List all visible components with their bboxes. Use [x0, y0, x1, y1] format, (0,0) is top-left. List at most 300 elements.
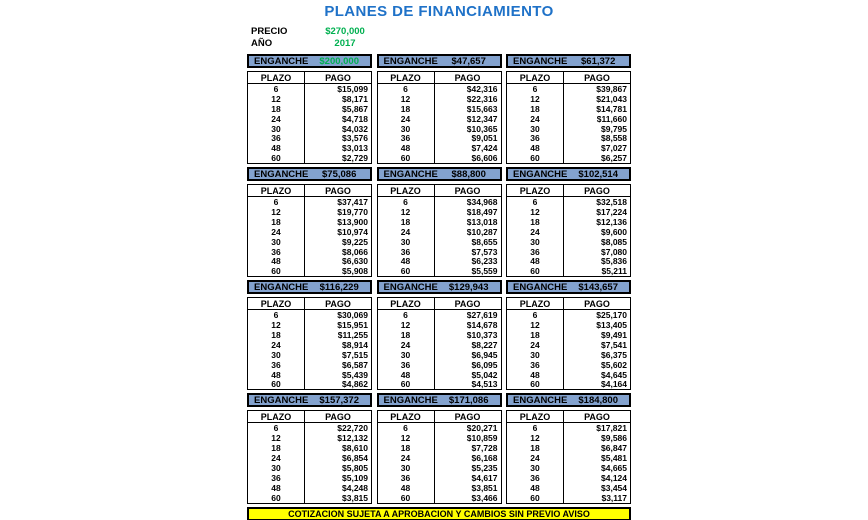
table-row — [248, 370, 371, 380]
table-row — [248, 310, 371, 320]
pago-value: $6,233 — [471, 256, 498, 267]
pago-value: $3,815 — [342, 492, 368, 503]
table-row — [507, 473, 630, 483]
table-row — [507, 423, 630, 433]
pago-value: $6,847 — [601, 443, 627, 454]
pago-value: $7,080 — [601, 246, 627, 257]
plazo-value: 12 — [378, 320, 435, 330]
financing-table — [247, 393, 372, 503]
pago-value: $37,417 — [337, 197, 368, 208]
table-row — [248, 483, 371, 493]
pago-value: $11,660 — [596, 113, 627, 124]
pago-value: $6,606 — [471, 153, 498, 164]
table-row — [248, 133, 371, 143]
table-row — [507, 493, 630, 503]
enganche-value: $129,943 — [448, 281, 489, 293]
enganche-label: ENGANCHE — [383, 168, 438, 180]
plazo-pago-table — [377, 184, 502, 277]
table-row — [507, 104, 630, 114]
table-row — [248, 227, 371, 237]
pago-value: $10,287 — [466, 226, 498, 237]
enganche-value: $143,657 — [578, 281, 618, 293]
plazo-value: 30 — [378, 237, 435, 247]
pago-value: $2,729 — [342, 153, 368, 164]
anio-label: AÑO — [251, 37, 273, 49]
pago-column-header: PAGO — [454, 185, 481, 196]
plazo-column-header: PLAZO — [507, 185, 564, 196]
plazo-value: 48 — [248, 143, 305, 153]
plazo-value: 6 — [378, 197, 435, 207]
plazo-value: 48 — [507, 256, 564, 266]
table-row — [248, 217, 371, 227]
table-row — [378, 143, 501, 153]
plazo-value: 6 — [248, 423, 305, 433]
enganche-value: $47,657 — [451, 55, 486, 67]
pago-value: $8,085 — [601, 236, 627, 247]
table-row — [378, 104, 501, 114]
pago-value: $34,968 — [466, 197, 498, 208]
plazo-value: 36 — [378, 473, 435, 483]
pago-value: $27,619 — [466, 310, 498, 321]
anio-value: 2017 — [334, 37, 356, 49]
pago-value: $3,851 — [471, 482, 498, 493]
table-row — [378, 330, 501, 340]
plazo-value: 36 — [378, 133, 435, 143]
pago-value: $6,257 — [601, 153, 627, 164]
table-row — [378, 463, 501, 473]
pago-value: $10,974 — [337, 226, 368, 237]
table-row — [378, 266, 501, 276]
plazo-value: 24 — [378, 227, 435, 237]
financing-table — [247, 167, 372, 277]
plazo-value: 60 — [378, 379, 435, 389]
table-row — [248, 443, 371, 453]
plazo-value: 18 — [507, 330, 564, 340]
plazo-value: 24 — [248, 227, 305, 237]
tables-grid — [247, 54, 631, 504]
table-row — [248, 360, 371, 370]
enganche-value: $61,372 — [581, 55, 616, 67]
pago-value: $7,541 — [601, 339, 627, 350]
pago-value: $9,051 — [471, 133, 498, 144]
plazo-value: 24 — [378, 453, 435, 463]
table-row — [248, 423, 371, 433]
plazo-value: 12 — [507, 207, 564, 217]
plazo-value: 18 — [248, 443, 305, 453]
table-row — [507, 114, 630, 124]
table-row — [248, 473, 371, 483]
plazo-column-header: PLAZO — [378, 72, 435, 83]
enganche-label: ENGANCHE — [383, 281, 438, 293]
table-row — [507, 433, 630, 443]
table-row — [378, 423, 501, 433]
pago-value: $12,136 — [596, 216, 627, 227]
disclaimer-banner: COTIZACION SUJETA A APROBACION Y CAMBIOS SIN PREVIO AVISO — [247, 507, 631, 520]
enganche-label: ENGANCHE — [254, 281, 309, 293]
plazo-value: 6 — [378, 423, 435, 433]
enganche-label: ENGANCHE — [254, 55, 309, 67]
pago-value: $7,424 — [471, 143, 498, 154]
table-row — [507, 94, 630, 104]
pago-value: $5,211 — [601, 266, 627, 277]
plazo-value: 30 — [248, 237, 305, 247]
table-row — [248, 379, 371, 389]
pago-value: $8,066 — [342, 246, 368, 257]
pago-value: $3,117 — [601, 492, 627, 503]
plazo-value: 6 — [507, 197, 564, 207]
pago-value: $4,862 — [342, 379, 368, 390]
plazo-value: 12 — [378, 207, 435, 217]
enganche-label: ENGANCHE — [513, 168, 568, 180]
pago-value: $9,600 — [601, 226, 627, 237]
pago-value: $4,718 — [342, 113, 368, 124]
pago-column-header: PAGO — [325, 411, 351, 422]
plazo-value: 48 — [378, 483, 435, 493]
pago-column-header: PAGO — [454, 298, 481, 309]
pago-value: $5,836 — [601, 256, 627, 267]
pago-column-header: PAGO — [454, 72, 481, 83]
table-row — [378, 453, 501, 463]
pago-column-header: PAGO — [325, 185, 351, 196]
plazo-value: 18 — [378, 330, 435, 340]
table-row — [378, 227, 501, 237]
pago-value: $10,373 — [466, 329, 498, 340]
plazo-pago-table — [247, 71, 372, 164]
plazo-value: 60 — [378, 153, 435, 163]
pago-value: $7,515 — [342, 349, 368, 360]
pago-value: $5,602 — [601, 359, 627, 370]
plazo-column-header: PLAZO — [507, 411, 564, 422]
table-row — [248, 143, 371, 153]
pago-value: $13,405 — [596, 320, 627, 331]
plazo-column-header: PLAZO — [248, 185, 305, 196]
enganche-header — [506, 54, 631, 68]
plazo-value: 6 — [248, 84, 305, 94]
table-row — [507, 133, 630, 143]
plazo-value: 60 — [507, 379, 564, 389]
plazo-value: 6 — [507, 310, 564, 320]
enganche-value: $88,800 — [451, 168, 486, 180]
plazo-value: 48 — [378, 256, 435, 266]
table-row — [507, 483, 630, 493]
page-title: PLANES DE FINANCIAMIENTO — [324, 3, 554, 20]
plazo-value: 12 — [507, 320, 564, 330]
table-row — [248, 237, 371, 247]
plazo-value: 60 — [507, 493, 564, 503]
enganche-label: ENGANCHE — [383, 394, 438, 406]
pago-value: $4,124 — [601, 472, 627, 483]
plazo-value: 6 — [248, 310, 305, 320]
table-row — [507, 217, 630, 227]
table-row — [248, 153, 371, 163]
enganche-value: $102,514 — [578, 168, 618, 180]
pago-value: $11,255 — [337, 329, 368, 340]
plazo-value: 60 — [378, 493, 435, 503]
financing-table — [506, 280, 631, 390]
plazo-value: 30 — [248, 463, 305, 473]
plazo-value: 48 — [507, 143, 564, 153]
pago-value: $12,132 — [337, 433, 368, 444]
plazo-value: 12 — [378, 433, 435, 443]
pago-value: $6,945 — [471, 349, 498, 360]
enganche-label: ENGANCHE — [254, 394, 309, 406]
pago-value: $15,663 — [466, 103, 498, 114]
table-row — [507, 340, 630, 350]
plazo-value: 36 — [507, 360, 564, 370]
pago-value: $8,610 — [342, 443, 368, 454]
table-row — [248, 197, 371, 207]
precio-value: $270,000 — [325, 25, 365, 37]
plazo-pago-table — [506, 71, 631, 164]
plazo-pago-table — [506, 297, 631, 390]
pago-value: $10,859 — [466, 433, 498, 444]
plazo-value: 36 — [248, 360, 305, 370]
pago-column-header: PAGO — [584, 72, 610, 83]
table-row — [507, 379, 630, 389]
pago-value: $21,043 — [596, 93, 627, 104]
table-row — [378, 473, 501, 483]
pago-value: $22,316 — [466, 93, 498, 104]
table-column-headers — [507, 298, 630, 310]
pago-column-header: PAGO — [584, 411, 610, 422]
pago-value: $4,645 — [601, 369, 627, 380]
plazo-value: 12 — [248, 94, 305, 104]
enganche-header — [506, 393, 631, 407]
enganche-header — [247, 54, 372, 68]
plazo-value: 18 — [378, 443, 435, 453]
plazo-value: 48 — [378, 143, 435, 153]
table-row — [507, 453, 630, 463]
plazo-value: 18 — [378, 104, 435, 114]
enganche-header — [377, 393, 502, 407]
pago-value: $6,095 — [471, 359, 498, 370]
enganche-header — [247, 393, 372, 407]
plazo-value: 24 — [248, 340, 305, 350]
plazo-value: 36 — [248, 473, 305, 483]
pago-value: $9,795 — [601, 123, 627, 134]
pago-value: $12,347 — [466, 113, 498, 124]
pago-value: $4,032 — [342, 123, 368, 134]
plazo-column-header: PLAZO — [507, 298, 564, 309]
table-row — [378, 133, 501, 143]
table-row — [507, 256, 630, 266]
enganche-header — [377, 167, 502, 181]
pago-column-header: PAGO — [325, 72, 351, 83]
pago-value: $22,720 — [337, 423, 368, 434]
enganche-label: ENGANCHE — [254, 168, 309, 180]
plazo-value: 30 — [378, 124, 435, 134]
sheet-content — [247, 0, 631, 520]
enganche-label: ENGANCHE — [513, 394, 568, 406]
financing-table — [247, 54, 372, 164]
pago-value: $5,042 — [471, 369, 498, 380]
table-row — [248, 256, 371, 266]
table-row — [378, 247, 501, 257]
plazo-column-header: PLAZO — [378, 298, 435, 309]
plazo-value: 18 — [507, 104, 564, 114]
plazo-value: 18 — [507, 443, 564, 453]
pago-value: $10,365 — [466, 123, 498, 134]
enganche-header — [247, 167, 372, 181]
anio-row — [247, 37, 631, 49]
plazo-value: 12 — [248, 433, 305, 443]
table-row — [507, 463, 630, 473]
pago-value: $5,867 — [342, 103, 368, 114]
plazo-value: 30 — [507, 237, 564, 247]
table-row — [378, 443, 501, 453]
table-row — [248, 266, 371, 276]
enganche-value: $116,229 — [319, 281, 359, 293]
plazo-column-header: PLAZO — [248, 72, 305, 83]
plazo-value: 30 — [378, 350, 435, 360]
pago-value: $5,908 — [342, 266, 368, 277]
plazo-value: 36 — [507, 247, 564, 257]
pago-value: $30,069 — [337, 310, 368, 321]
table-column-headers — [378, 185, 501, 197]
table-row — [378, 360, 501, 370]
plazo-value: 36 — [248, 133, 305, 143]
pago-value: $19,770 — [337, 206, 368, 217]
pago-value: $14,781 — [596, 103, 627, 114]
plazo-column-header: PLAZO — [248, 298, 305, 309]
table-column-headers — [507, 185, 630, 197]
table-column-headers — [248, 72, 371, 84]
pago-value: $3,454 — [601, 482, 627, 493]
table-row — [507, 350, 630, 360]
pago-value: $20,271 — [466, 423, 498, 434]
financing-table — [506, 167, 631, 277]
table-column-headers — [378, 411, 501, 423]
table-row — [507, 370, 630, 380]
table-row — [507, 124, 630, 134]
table-row — [378, 320, 501, 330]
plazo-value: 6 — [507, 423, 564, 433]
table-row — [248, 84, 371, 94]
table-row — [507, 207, 630, 217]
pago-value: $6,375 — [601, 349, 627, 360]
table-row — [378, 350, 501, 360]
plazo-value: 6 — [507, 84, 564, 94]
table-row — [507, 197, 630, 207]
table-row — [378, 217, 501, 227]
plazo-column-header: PLAZO — [507, 72, 564, 83]
table-row — [507, 443, 630, 453]
pago-value: $17,224 — [596, 206, 627, 217]
enganche-label: ENGANCHE — [513, 281, 568, 293]
pago-value: $3,576 — [342, 133, 368, 144]
plazo-value: 60 — [248, 266, 305, 276]
table-row — [378, 153, 501, 163]
enganche-value: $171,086 — [448, 394, 489, 406]
table-row — [507, 227, 630, 237]
plazo-value: 12 — [507, 433, 564, 443]
plazo-value: 36 — [507, 473, 564, 483]
plazo-value: 48 — [248, 483, 305, 493]
plazo-value: 18 — [378, 217, 435, 227]
plazo-value: 30 — [378, 463, 435, 473]
pago-value: $15,951 — [337, 320, 368, 331]
pago-value: $4,617 — [471, 472, 498, 483]
table-row — [248, 124, 371, 134]
enganche-header — [377, 280, 502, 294]
financing-table — [377, 167, 502, 277]
plazo-value: 18 — [248, 217, 305, 227]
table-column-headers — [248, 185, 371, 197]
table-row — [378, 94, 501, 104]
pago-column-header: PAGO — [584, 298, 610, 309]
pago-value: $42,316 — [466, 83, 498, 94]
table-row — [507, 143, 630, 153]
pago-value: $6,168 — [471, 453, 498, 463]
table-row — [248, 320, 371, 330]
plazo-value: 24 — [378, 114, 435, 124]
table-row — [507, 266, 630, 276]
plazo-pago-table — [377, 410, 502, 503]
pago-value: $4,513 — [471, 379, 498, 390]
pago-value: $9,491 — [601, 329, 627, 340]
pago-value: $15,099 — [337, 83, 368, 94]
plazo-value: 18 — [507, 217, 564, 227]
plazo-value: 24 — [378, 340, 435, 350]
financing-table — [377, 393, 502, 503]
plazo-value: 36 — [248, 247, 305, 257]
pago-value: $5,109 — [342, 472, 368, 483]
plazo-value: 6 — [378, 84, 435, 94]
table-row — [507, 360, 630, 370]
pago-value: $5,805 — [342, 462, 368, 473]
pago-value: $25,170 — [596, 310, 627, 321]
table-column-headers — [378, 72, 501, 84]
plazo-value: 24 — [507, 340, 564, 350]
pago-value: $5,439 — [342, 369, 368, 380]
table-row — [248, 340, 371, 350]
pago-value: $7,573 — [471, 246, 498, 257]
plazo-pago-table — [506, 410, 631, 503]
pago-value: $39,867 — [596, 83, 627, 94]
table-column-headers — [248, 298, 371, 310]
plazo-value: 60 — [248, 379, 305, 389]
pago-value: $4,248 — [342, 482, 368, 493]
enganche-header — [506, 280, 631, 294]
enganche-header — [247, 280, 372, 294]
table-row — [507, 320, 630, 330]
plazo-value: 60 — [248, 493, 305, 503]
plazo-pago-table — [377, 297, 502, 390]
table-row — [248, 463, 371, 473]
pago-value: $6,630 — [342, 256, 368, 267]
plazo-value: 30 — [248, 350, 305, 360]
price-year-info — [247, 25, 631, 49]
table-row — [378, 124, 501, 134]
pago-value: $4,164 — [601, 379, 627, 390]
plazo-value: 30 — [507, 463, 564, 473]
pago-value: $8,227 — [471, 339, 498, 350]
plazo-value: 6 — [248, 197, 305, 207]
table-row — [378, 340, 501, 350]
table-row — [378, 237, 501, 247]
plazo-column-header: PLAZO — [378, 411, 435, 422]
table-row — [507, 330, 630, 340]
table-row — [507, 237, 630, 247]
pago-value: $8,655 — [471, 236, 498, 247]
plazo-value: 24 — [248, 453, 305, 463]
plazo-value: 24 — [507, 227, 564, 237]
financing-table — [377, 54, 502, 164]
table-row — [378, 493, 501, 503]
table-row — [248, 493, 371, 503]
plazo-value: 48 — [248, 370, 305, 380]
plazo-value: 12 — [507, 94, 564, 104]
